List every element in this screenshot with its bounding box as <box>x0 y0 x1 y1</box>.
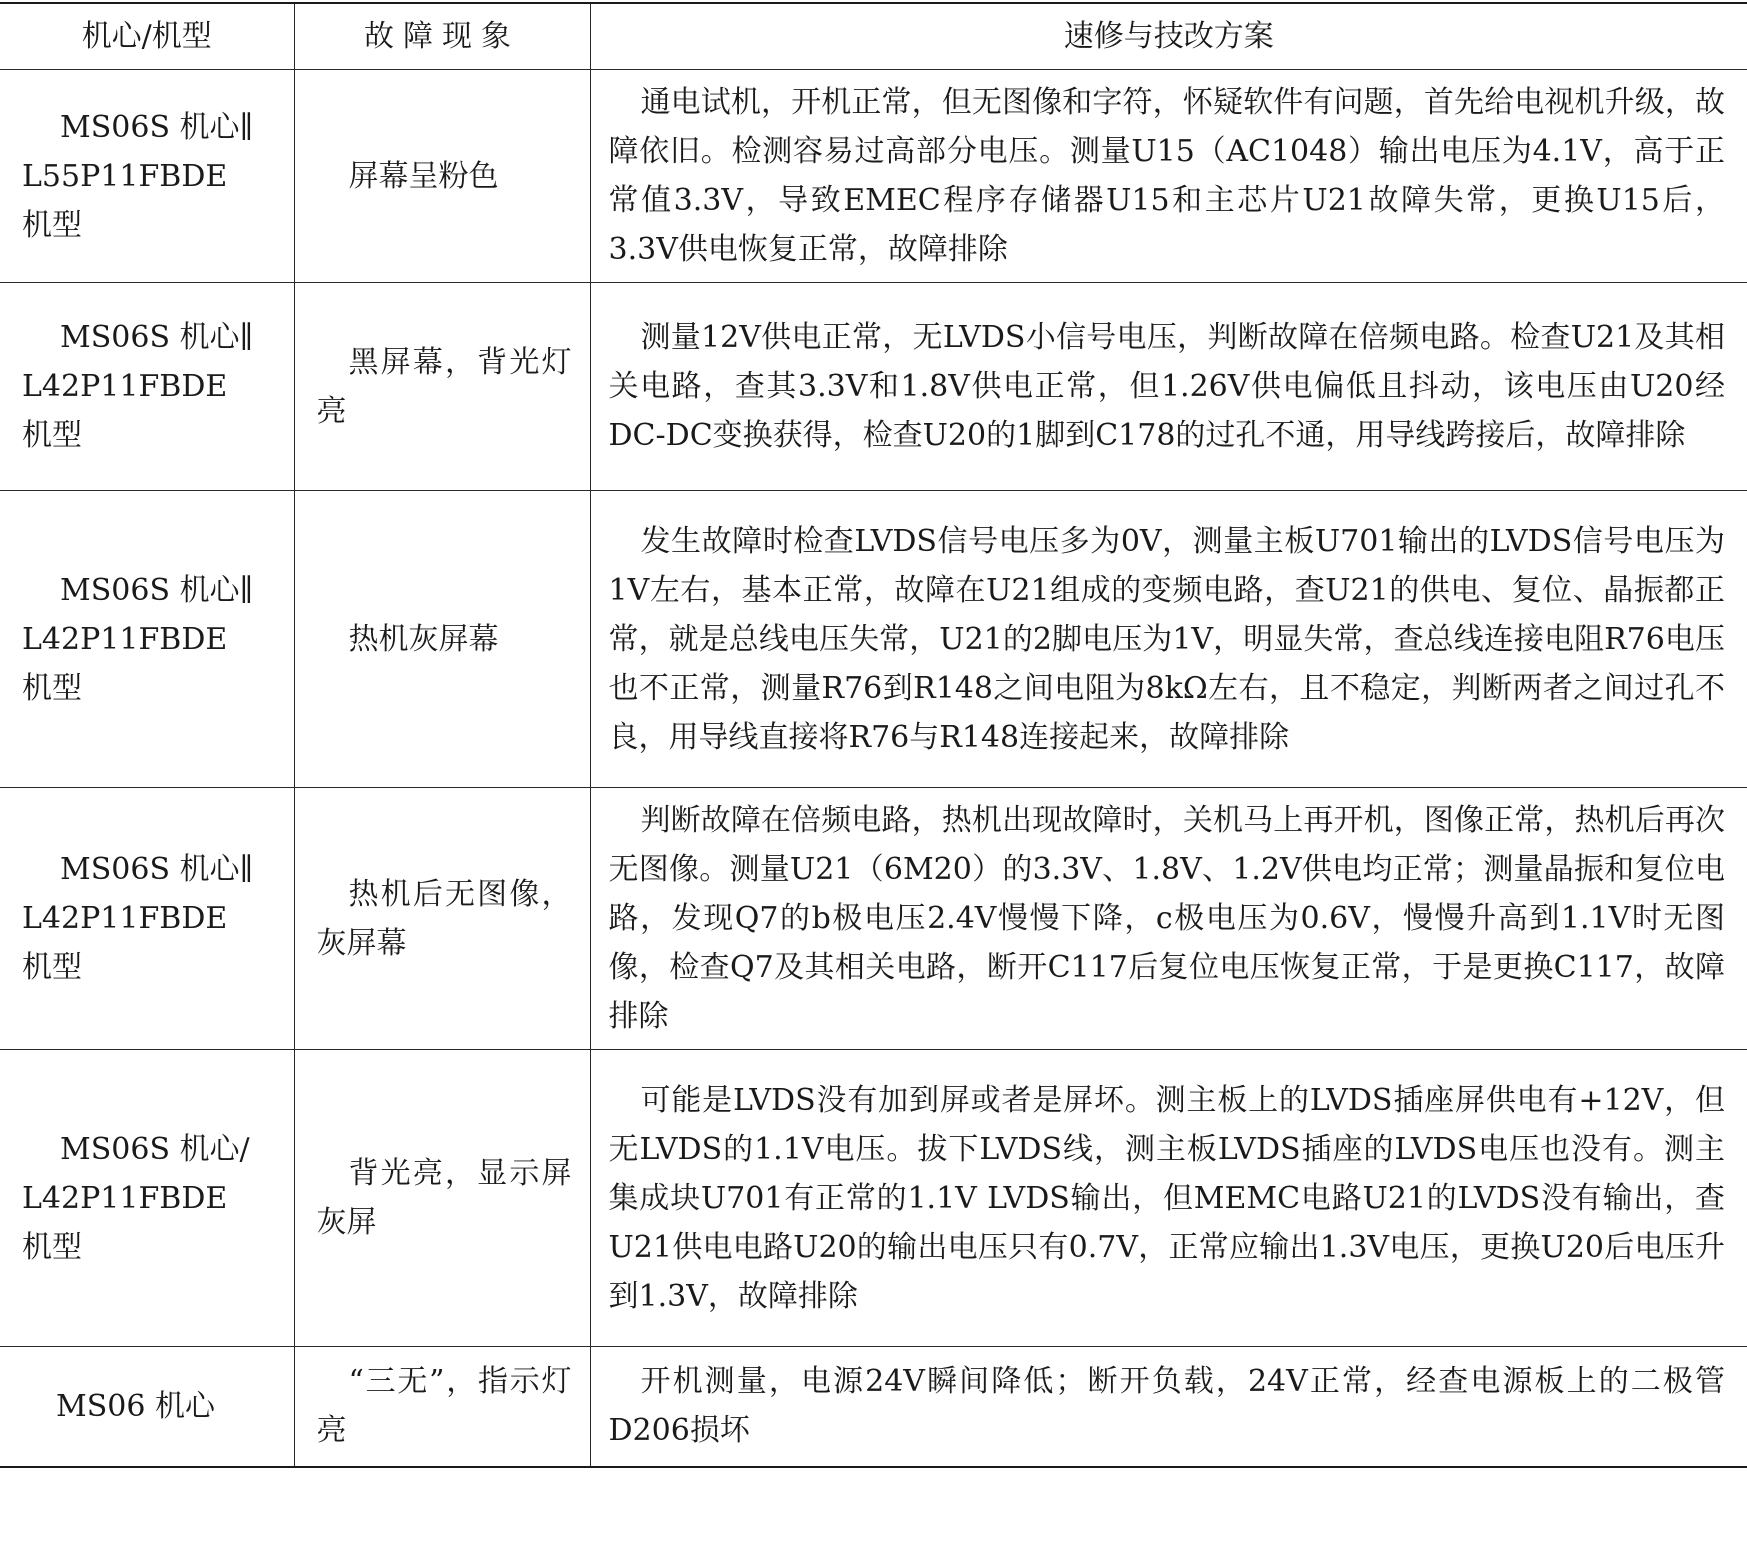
table-row <box>0 1347 1747 1467</box>
solution-cell: 判断故障在倍频电路，热机出现故障时，关机马上再开机，图像正常，热机后再次无图像。测量U21（6M20）的3.3V、1.8V、1.2V供电均正常；测量晶振和复位电路，发现Q7的b极电压2.4V慢慢下降，c极电压为0.6V，慢慢升高到1.1V时无图像，检查Q7及其相关电路，断开C117后复位电压恢复正常，于是更换C117，故障排除 <box>590 788 1747 1050</box>
table-row <box>0 1050 1747 1347</box>
solution-cell: 可能是LVDS没有加到屏或者是屏坏。测主板上的LVDS插座屏供电有+12V，但无LVDS的1.1V电压。拔下LVDS线，测主板LVDS插座的LVDS电压也没有。测主集成块U701有正常的1.1V LVDS输出，但MEMC电路U21的LVDS没有输出，查U21供电电路U20的输出电压只有0.7V，正常应输出1.3V电压，更换U20后电压升到1.3V，故障排除 <box>590 1050 1747 1347</box>
fault-cell: 热机后无图像，灰屏幕 <box>294 788 590 1050</box>
model-cell <box>0 283 294 491</box>
fault-cell: 屏幕呈粉色 <box>294 70 590 283</box>
solution-cell: 开机测量，电源24V瞬间降低；断开负载，24V正常，经查电源板上的二极管D206损坏 <box>590 1347 1747 1467</box>
model-line: MS06S 机心∥ <box>60 852 254 887</box>
table-row <box>0 283 1747 491</box>
solution-cell: 发生故障时检查LVDS信号电压多为0V，测量主板U701输出的LVDS信号电压为1V左右，基本正常，故障在U21组成的变频电路，查U21的供电、复位、晶振都正常，就是总线电压失常，U21的2脚电压为1V，明显失常，查总线连接电阻R76电压也不正常，测量R76到R148之间电阻为8kΩ左右，且不稳定，判断两者之间过孔不良，用导线直接将R76与R148连接起来，故障排除 <box>590 491 1747 788</box>
model-line: L42P11FBDE <box>22 901 228 936</box>
model-line: 机型 <box>22 1229 82 1265</box>
model-cell <box>0 788 294 1050</box>
model-line: 机型 <box>22 670 82 706</box>
model-cell <box>0 1050 294 1347</box>
header-solution: 速修与技改方案 <box>590 3 1747 70</box>
model-line: MS06S 机心∥ <box>60 109 254 145</box>
fault-cell: 热机灰屏幕 <box>294 491 590 788</box>
model-line: L42P11FBDE <box>22 369 228 404</box>
model-cell <box>0 491 294 788</box>
model-line: 机型 <box>22 207 82 243</box>
model-cell <box>0 1347 294 1467</box>
model-line: MS06 机心 <box>56 1388 215 1424</box>
solution-cell: 测量12V供电正常，无LVDS小信号电压，判断故障在倍频电路。检查U21及其相关电路，查其3.3V和1.8V供电正常，但1.26V供电偏低且抖动，该电压由U20经DC-DC变换获得，检查U20的1脚到C178的过孔不通，用导线跨接后，故障排除 <box>590 283 1747 491</box>
fault-cell: 黑屏幕，背光灯亮 <box>294 283 590 491</box>
fault-cell: “三无”，指示灯亮 <box>294 1347 590 1467</box>
table-row <box>0 788 1747 1050</box>
table-row <box>0 491 1747 788</box>
header-fault: 故障现象 <box>294 3 590 70</box>
model-line: MS06S 机心∥ <box>60 572 254 608</box>
model-line: 机型 <box>22 418 82 453</box>
fault-cell: 背光亮，显示屏灰屏 <box>294 1050 590 1347</box>
model-line: L55P11FBDE <box>22 158 228 194</box>
header-row <box>0 3 1747 70</box>
header-model: 机心/机型 <box>0 3 294 70</box>
table-row <box>0 70 1747 283</box>
model-cell <box>0 70 294 283</box>
model-line: MS06S 机心∥ <box>60 320 254 355</box>
solution-cell: 通电试机，开机正常，但无图像和字符，怀疑软件有问题，首先给电视机升级，故障依旧。检测容易过高部分电压。测量U15（AC1048）输出电压为4.1V，高于正常值3.3V，导致EMEC程序存储器U15和主芯片U21故障失常，更换U15后，3.3V供电恢复正常，故障排除 <box>590 70 1747 283</box>
model-line: L42P11FBDE <box>22 621 228 657</box>
model-line: 机型 <box>22 950 82 985</box>
model-line: MS06S 机心/ <box>60 1131 250 1167</box>
model-line: L42P11FBDE <box>22 1180 228 1216</box>
repair-table <box>0 2 1747 1468</box>
